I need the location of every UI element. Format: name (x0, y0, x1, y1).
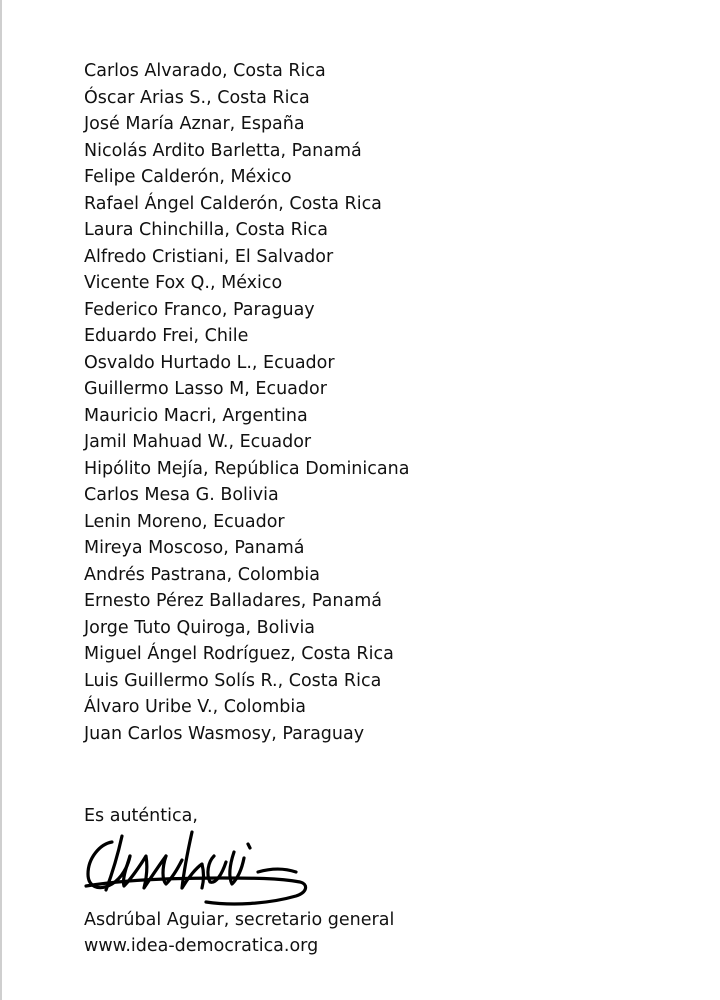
signatory-item: Óscar Arias S., Costa Rica (84, 87, 310, 108)
signatory-item: Laura Chinchilla, Costa Rica (84, 220, 329, 240)
signatory-item: Rafael Ángel Calderón, Costa Rica (84, 193, 382, 214)
signatory-item: Vicente Fox Q., México (84, 273, 283, 293)
signatories-list (84, 58, 409, 747)
website-link[interactable]: www.idea-democratica.org (84, 936, 319, 956)
closing-phrase: Es auténtica, (84, 806, 198, 826)
signatory-item: Eduardo Frei, Chile (84, 326, 249, 346)
signatory-item: Álvaro Uribe V., Colombia (84, 697, 306, 717)
signatory-item: Mireya Moscoso, Panamá (84, 538, 305, 558)
signatory-item: Nicolás Ardito Barletta, Panamá (84, 140, 362, 161)
page-left-border (0, 0, 2, 1000)
signatory-item: Carlos Alvarado, Costa Rica (84, 61, 326, 81)
signer-line: Asdrúbal Aguiar, secretario general (84, 910, 395, 930)
signature-strokes (86, 832, 306, 904)
signatory-item: Osvaldo Hurtado L., Ecuador (84, 352, 335, 373)
signatory-item: Lenin Moreno, Ecuador (84, 511, 285, 532)
signatory-item: Luis Guillermo Solís R., Costa Rica (84, 670, 382, 691)
signatory-item: Andrés Pastrana, Colombia (84, 564, 320, 585)
signatory-item: Federico Franco, Paraguay (84, 299, 315, 320)
signatory-item: Carlos Mesa G. Bolivia (84, 485, 279, 505)
signatory-item: Jorge Tuto Quiroga, Bolivia (84, 617, 316, 638)
signatory-item: Miguel Ángel Rodríguez, Costa Rica (84, 644, 394, 664)
signatory-item: Jamil Mahuad W., Ecuador (84, 432, 312, 452)
handwritten-signature (82, 828, 322, 918)
signatory-item: Alfredo Cristiani, El Salvador (84, 246, 334, 267)
signatory-item: Ernesto Pérez Balladares, Panamá (84, 591, 382, 611)
signatory-item: Hipólito Mejía, República Dominicana (84, 458, 410, 479)
signatory-item: Juan Carlos Wasmosy, Paraguay (84, 723, 365, 744)
signatory-item: José María Aznar, España (84, 114, 305, 134)
signatory-item: Mauricio Macri, Argentina (84, 405, 308, 426)
signatory-item: Guillermo Lasso M, Ecuador (84, 379, 327, 399)
signatory-item: Felipe Calderón, México (84, 167, 292, 187)
